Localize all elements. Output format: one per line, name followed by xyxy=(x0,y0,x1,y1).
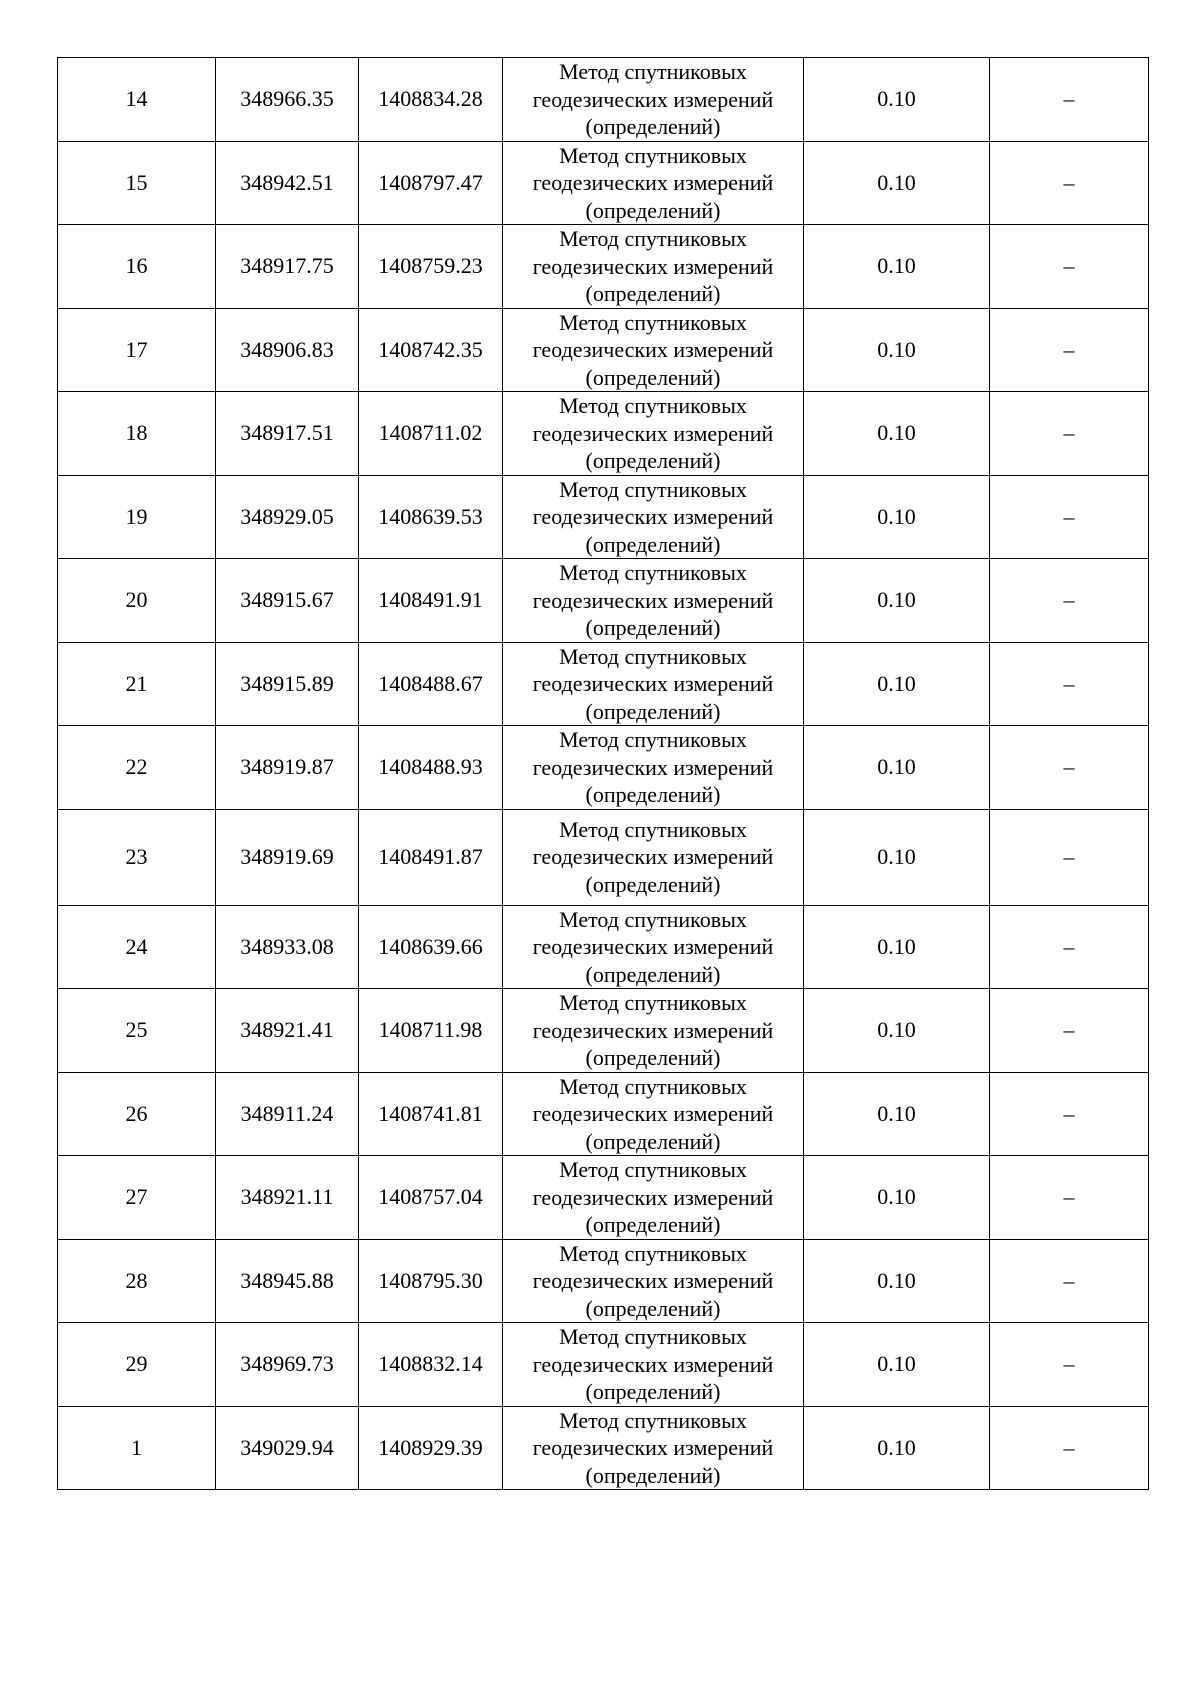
method-cell: Метод спутниковых геодезических измерений (определений) xyxy=(503,392,804,476)
method-cell: Метод спутниковых геодезических измерений (определений) xyxy=(503,58,804,142)
note-cell: – xyxy=(990,475,1149,559)
x-coordinate-cell: 348917.75 xyxy=(216,225,359,309)
point-number-cell: 14 xyxy=(58,58,216,142)
method-cell: Метод спутниковых геодезических измерений (определений) xyxy=(503,141,804,225)
table-row xyxy=(58,225,1149,309)
method-cell: Метод спутниковых геодезических измерений (определений) xyxy=(503,559,804,643)
accuracy-cell: 0.10 xyxy=(804,1406,990,1490)
method-cell: Метод спутниковых геодезических измерений (определений) xyxy=(503,905,804,989)
accuracy-cell: 0.10 xyxy=(804,726,990,810)
y-coordinate-cell: 1408795.30 xyxy=(359,1239,503,1323)
accuracy-cell: 0.10 xyxy=(804,559,990,643)
x-coordinate-cell: 348969.73 xyxy=(216,1323,359,1407)
y-coordinate-cell: 1408491.91 xyxy=(359,559,503,643)
accuracy-cell: 0.10 xyxy=(804,989,990,1073)
accuracy-cell: 0.10 xyxy=(804,905,990,989)
method-cell: Метод спутниковых геодезических измерений (определений) xyxy=(503,475,804,559)
x-coordinate-cell: 348919.87 xyxy=(216,726,359,810)
point-number-cell: 23 xyxy=(58,809,216,905)
point-number-cell: 20 xyxy=(58,559,216,643)
note-cell: – xyxy=(990,308,1149,392)
table-row xyxy=(58,559,1149,643)
method-cell: Метод спутниковых геодезических измерений (определений) xyxy=(503,225,804,309)
point-number-cell: 29 xyxy=(58,1323,216,1407)
note-cell: – xyxy=(990,559,1149,643)
y-coordinate-cell: 1408834.28 xyxy=(359,58,503,142)
accuracy-cell: 0.10 xyxy=(804,308,990,392)
y-coordinate-cell: 1408639.53 xyxy=(359,475,503,559)
accuracy-cell: 0.10 xyxy=(804,475,990,559)
y-coordinate-cell: 1408711.02 xyxy=(359,392,503,476)
note-cell: – xyxy=(990,141,1149,225)
x-coordinate-cell: 348906.83 xyxy=(216,308,359,392)
note-cell: – xyxy=(990,392,1149,476)
table-row xyxy=(58,809,1149,905)
y-coordinate-cell: 1408711.98 xyxy=(359,989,503,1073)
method-cell: Метод спутниковых геодезических измерений (определений) xyxy=(503,1239,804,1323)
note-cell: – xyxy=(990,1239,1149,1323)
x-coordinate-cell: 348917.51 xyxy=(216,392,359,476)
method-cell: Метод спутниковых геодезических измерений (определений) xyxy=(503,1156,804,1240)
method-cell: Метод спутниковых геодезических измерений (определений) xyxy=(503,1072,804,1156)
accuracy-cell: 0.10 xyxy=(804,1072,990,1156)
note-cell: – xyxy=(990,1156,1149,1240)
table-row xyxy=(58,308,1149,392)
point-number-cell: 1 xyxy=(58,1406,216,1490)
method-cell: Метод спутниковых геодезических измерений (определений) xyxy=(503,1323,804,1407)
y-coordinate-cell: 1408929.39 xyxy=(359,1406,503,1490)
y-coordinate-cell: 1408488.67 xyxy=(359,642,503,726)
x-coordinate-cell: 348942.51 xyxy=(216,141,359,225)
point-number-cell: 15 xyxy=(58,141,216,225)
x-coordinate-cell: 348929.05 xyxy=(216,475,359,559)
table-row xyxy=(58,392,1149,476)
note-cell: – xyxy=(990,726,1149,810)
note-cell: – xyxy=(990,225,1149,309)
y-coordinate-cell: 1408742.35 xyxy=(359,308,503,392)
method-cell: Метод спутниковых геодезических измерений (определений) xyxy=(503,989,804,1073)
table-row xyxy=(58,642,1149,726)
accuracy-cell: 0.10 xyxy=(804,642,990,726)
point-number-cell: 16 xyxy=(58,225,216,309)
coordinates-table xyxy=(57,57,1149,1490)
coordinates-table-body xyxy=(58,58,1149,1490)
x-coordinate-cell: 348921.41 xyxy=(216,989,359,1073)
table-row xyxy=(58,1323,1149,1407)
table-row xyxy=(58,1239,1149,1323)
y-coordinate-cell: 1408797.47 xyxy=(359,141,503,225)
x-coordinate-cell: 348919.69 xyxy=(216,809,359,905)
x-coordinate-cell: 348915.67 xyxy=(216,559,359,643)
point-number-cell: 19 xyxy=(58,475,216,559)
accuracy-cell: 0.10 xyxy=(804,141,990,225)
x-coordinate-cell: 348933.08 xyxy=(216,905,359,989)
accuracy-cell: 0.10 xyxy=(804,225,990,309)
point-number-cell: 27 xyxy=(58,1156,216,1240)
note-cell: – xyxy=(990,809,1149,905)
point-number-cell: 26 xyxy=(58,1072,216,1156)
y-coordinate-cell: 1408741.81 xyxy=(359,1072,503,1156)
point-number-cell: 21 xyxy=(58,642,216,726)
note-cell: – xyxy=(990,1323,1149,1407)
note-cell: – xyxy=(990,989,1149,1073)
accuracy-cell: 0.10 xyxy=(804,392,990,476)
y-coordinate-cell: 1408639.66 xyxy=(359,905,503,989)
method-cell: Метод спутниковых геодезических измерений (определений) xyxy=(503,726,804,810)
method-cell: Метод спутниковых геодезических измерений (определений) xyxy=(503,809,804,905)
point-number-cell: 28 xyxy=(58,1239,216,1323)
note-cell: – xyxy=(990,1072,1149,1156)
note-cell: – xyxy=(990,642,1149,726)
accuracy-cell: 0.10 xyxy=(804,809,990,905)
point-number-cell: 17 xyxy=(58,308,216,392)
y-coordinate-cell: 1408759.23 xyxy=(359,225,503,309)
table-row xyxy=(58,989,1149,1073)
y-coordinate-cell: 1408488.93 xyxy=(359,726,503,810)
point-number-cell: 25 xyxy=(58,989,216,1073)
y-coordinate-cell: 1408832.14 xyxy=(359,1323,503,1407)
method-cell: Метод спутниковых геодезических измерений (определений) xyxy=(503,1406,804,1490)
y-coordinate-cell: 1408491.87 xyxy=(359,809,503,905)
table-row xyxy=(58,58,1149,142)
accuracy-cell: 0.10 xyxy=(804,58,990,142)
accuracy-cell: 0.10 xyxy=(804,1239,990,1323)
note-cell: – xyxy=(990,905,1149,989)
table-row xyxy=(58,726,1149,810)
table-row xyxy=(58,905,1149,989)
point-number-cell: 22 xyxy=(58,726,216,810)
point-number-cell: 24 xyxy=(58,905,216,989)
x-coordinate-cell: 348921.11 xyxy=(216,1156,359,1240)
accuracy-cell: 0.10 xyxy=(804,1156,990,1240)
table-row xyxy=(58,1406,1149,1490)
table-row xyxy=(58,141,1149,225)
table-row xyxy=(58,475,1149,559)
x-coordinate-cell: 348966.35 xyxy=(216,58,359,142)
note-cell: – xyxy=(990,1406,1149,1490)
x-coordinate-cell: 349029.94 xyxy=(216,1406,359,1490)
table-row xyxy=(58,1156,1149,1240)
x-coordinate-cell: 348911.24 xyxy=(216,1072,359,1156)
table-row xyxy=(58,1072,1149,1156)
accuracy-cell: 0.10 xyxy=(804,1323,990,1407)
note-cell: – xyxy=(990,58,1149,142)
x-coordinate-cell: 348915.89 xyxy=(216,642,359,726)
y-coordinate-cell: 1408757.04 xyxy=(359,1156,503,1240)
x-coordinate-cell: 348945.88 xyxy=(216,1239,359,1323)
point-number-cell: 18 xyxy=(58,392,216,476)
method-cell: Метод спутниковых геодезических измерений (определений) xyxy=(503,642,804,726)
method-cell: Метод спутниковых геодезических измерений (определений) xyxy=(503,308,804,392)
